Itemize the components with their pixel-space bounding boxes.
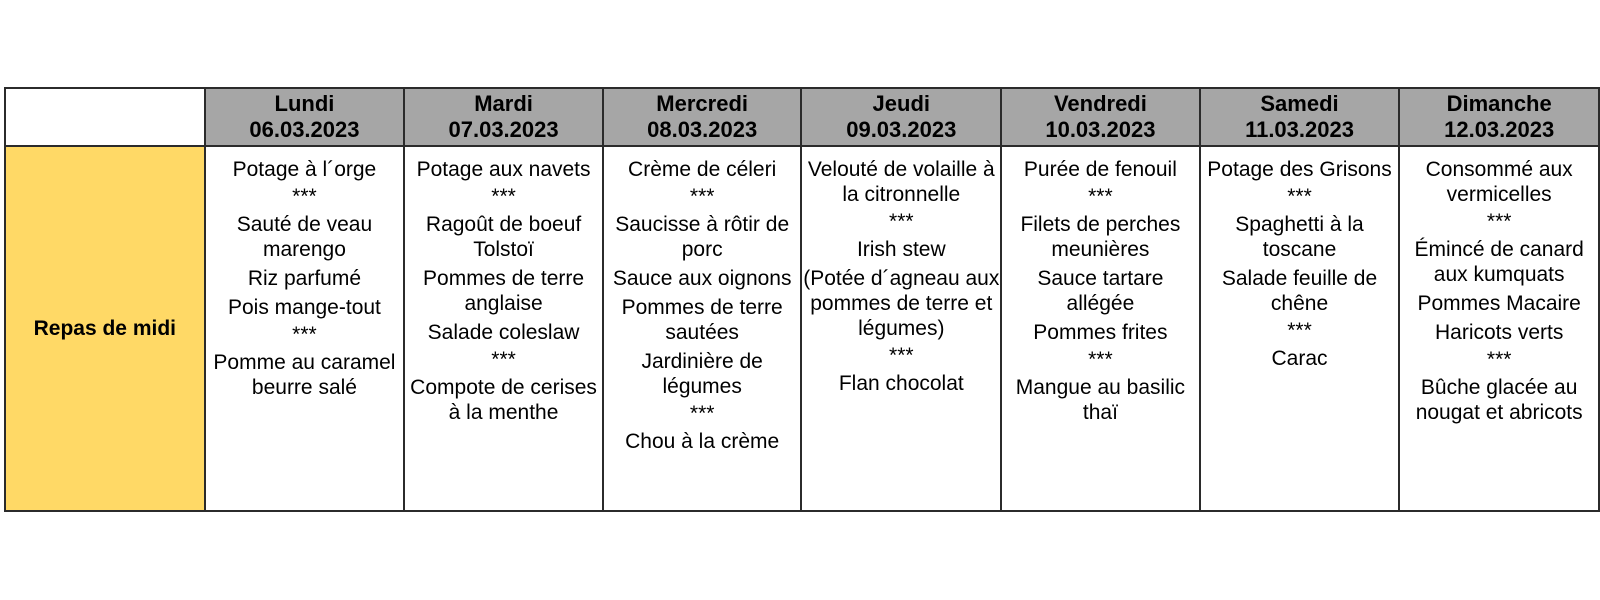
day-date: 10.03.2023 xyxy=(1045,117,1156,142)
menu-course: Ragoût de boeuf Tolstoï xyxy=(425,213,582,261)
menu-course: Consommé aux vermicelles xyxy=(1425,158,1573,206)
lunch-row xyxy=(5,146,1599,511)
menu-course: Potage à l´orge xyxy=(232,158,377,181)
day-date: 06.03.2023 xyxy=(249,117,360,142)
day-date: 09.03.2023 xyxy=(846,117,957,142)
course-separator: *** xyxy=(1088,348,1113,371)
menu-course: Saucisse à rôtir de porc xyxy=(615,213,790,261)
menu-cell xyxy=(801,146,1001,511)
menu-cell xyxy=(603,146,802,511)
menu-course: Spaghetti à la toscane xyxy=(1235,213,1364,261)
course-separator: *** xyxy=(889,210,914,233)
menu-course: Bûche glacée au nougat et abricots xyxy=(1415,376,1583,424)
day-date: 07.03.2023 xyxy=(448,117,559,142)
course-separator: *** xyxy=(1287,185,1312,208)
day-header-samedi xyxy=(1200,88,1400,146)
menu-course: Mangue au basilic thaï xyxy=(1015,376,1186,424)
menu-course: Flan chocolat xyxy=(838,372,964,395)
menu-cell xyxy=(1399,146,1599,511)
day-name: Dimanche xyxy=(1446,91,1552,116)
day-header-mercredi xyxy=(603,88,802,146)
menu-course: Purée de fenouil xyxy=(1023,158,1177,181)
weekly-menu-table xyxy=(4,87,1600,512)
menu-course: Velouté de volaille à la citronnelle xyxy=(807,158,995,206)
course-separator: *** xyxy=(689,185,715,208)
menu-course: Riz parfumé xyxy=(247,267,362,290)
menu-course: Compote de cerises à la menthe xyxy=(410,376,597,424)
day-name: Lundi xyxy=(274,91,335,116)
course-separator: *** xyxy=(292,185,317,208)
day-header-vendredi xyxy=(1001,88,1200,146)
menu-course: Sauce aux oignons xyxy=(612,267,792,290)
menu-course: Potage des Grisons xyxy=(1207,158,1392,181)
day-date: 12.03.2023 xyxy=(1444,117,1555,142)
menu-course: Sauce tartare allégée xyxy=(1037,267,1164,315)
menu-cell xyxy=(205,146,405,511)
menu-course: Carac xyxy=(1271,347,1328,370)
day-header-mardi xyxy=(404,88,603,146)
menu-cell xyxy=(404,146,603,511)
day-name: Jeudi xyxy=(872,91,931,116)
menu-course: Pomme au caramel beurre salé xyxy=(213,351,396,399)
course-separator: *** xyxy=(491,348,516,371)
corner-cell xyxy=(5,88,205,146)
menu-course: Pommes de terre sautées xyxy=(621,296,783,344)
menu-cell xyxy=(1001,146,1200,511)
menu-course: Potage aux navets xyxy=(416,158,591,181)
menu-course: Pommes Macaire xyxy=(1417,292,1581,315)
course-separator: *** xyxy=(1287,319,1312,342)
menu-course: Salade coleslaw xyxy=(427,321,580,344)
menu-course: Haricots verts xyxy=(1434,321,1564,344)
day-name: Mercredi xyxy=(656,91,749,116)
day-name: Vendredi xyxy=(1053,91,1147,116)
menu-course: (Potée d´agneau aux pommes de terre et légumes) xyxy=(803,267,1000,340)
menu-course: Salade feuille de chêne xyxy=(1221,267,1378,315)
menu-course: Pommes frites xyxy=(1033,321,1168,344)
course-separator: *** xyxy=(889,344,914,367)
menu-course: Pois mange-tout xyxy=(227,296,381,319)
course-separator: *** xyxy=(491,185,516,208)
menu-course: Filets de perches meunières xyxy=(1020,213,1181,261)
day-header-dimanche xyxy=(1399,88,1599,146)
header-row xyxy=(5,88,1599,146)
day-header-jeudi xyxy=(801,88,1001,146)
menu-cell xyxy=(1200,146,1400,511)
menu-course: Émincé de canard aux kumquats xyxy=(1414,238,1584,286)
course-separator: *** xyxy=(1486,210,1512,233)
day-header-lundi xyxy=(205,88,405,146)
day-date: 08.03.2023 xyxy=(647,117,758,142)
day-name: Samedi xyxy=(1260,91,1339,116)
menu-course: Jardinière de légumes xyxy=(641,350,763,398)
meal-row-label: Repas de midi xyxy=(5,146,205,511)
menu-course: Chou à la crème xyxy=(625,430,780,453)
course-separator: *** xyxy=(1088,185,1113,208)
menu-course: Crème de céleri xyxy=(628,158,777,181)
day-date: 11.03.2023 xyxy=(1245,117,1354,142)
course-separator: *** xyxy=(292,323,317,346)
course-separator: *** xyxy=(1486,348,1512,371)
menu-course: Sauté de veau marengo xyxy=(236,213,373,261)
day-name: Mardi xyxy=(474,91,533,116)
course-separator: *** xyxy=(689,402,715,425)
menu-course: Irish stew xyxy=(856,238,946,261)
menu-course: Pommes de terre anglaise xyxy=(423,267,585,315)
